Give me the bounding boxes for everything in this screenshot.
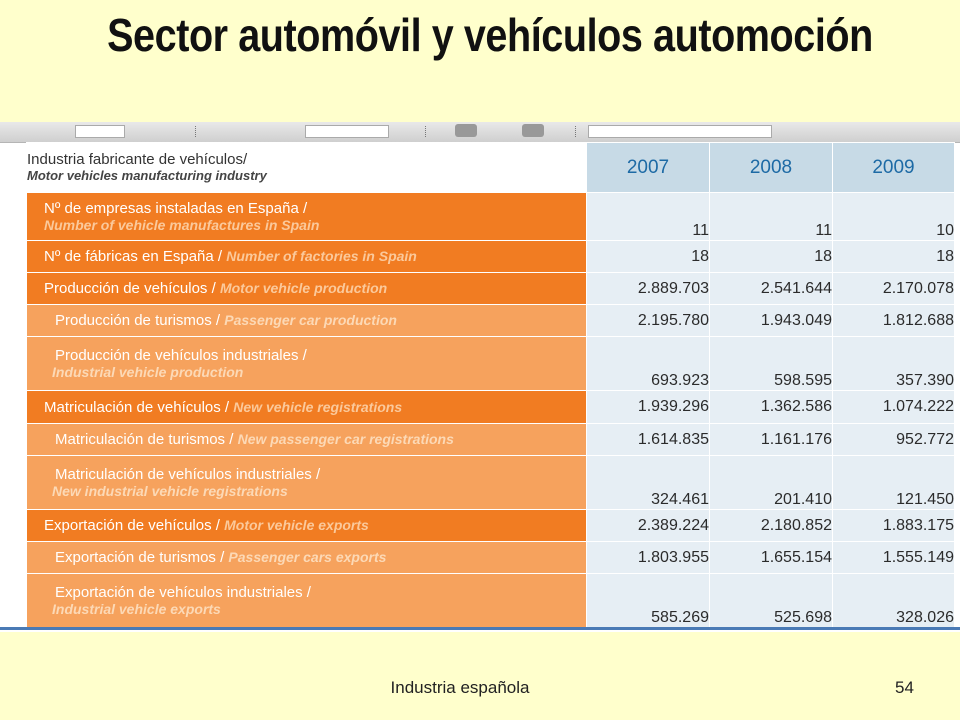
table-row bbox=[27, 241, 955, 273]
row-label bbox=[27, 337, 587, 391]
value-cell: 2.541.644 bbox=[710, 273, 833, 305]
table-row bbox=[27, 510, 955, 542]
value-cell: 18 bbox=[587, 241, 710, 273]
value-cell: 201.410 bbox=[710, 456, 833, 510]
row-label-es: Matriculación de vehículos industriales / bbox=[55, 465, 321, 483]
value-cell: 2.389.224 bbox=[587, 510, 710, 542]
row-label bbox=[27, 574, 587, 628]
toolbar-separator bbox=[575, 126, 578, 137]
value-cell: 11 bbox=[710, 193, 833, 241]
value-cell: 585.269 bbox=[587, 574, 710, 628]
table-row bbox=[27, 456, 955, 510]
row-label bbox=[27, 510, 587, 542]
row-label-en: Number of vehicle manufactures in Spain bbox=[44, 216, 320, 233]
value-cell: 324.461 bbox=[587, 456, 710, 510]
table-header-label bbox=[27, 143, 587, 193]
row-label bbox=[27, 424, 587, 456]
row-label bbox=[27, 391, 587, 424]
row-label bbox=[27, 241, 587, 273]
table-header-row bbox=[27, 143, 955, 193]
value-cell: 18 bbox=[833, 241, 955, 273]
value-cell: 1.812.688 bbox=[833, 305, 955, 337]
bottom-border-line bbox=[0, 627, 960, 630]
toolbar-strip bbox=[0, 122, 960, 143]
year-header: 2008 bbox=[710, 143, 833, 193]
value-cell: 1.655.154 bbox=[710, 542, 833, 574]
footer-title: Industria española bbox=[390, 678, 530, 697]
year-header: 2007 bbox=[587, 143, 710, 193]
row-label bbox=[27, 305, 587, 337]
table-row bbox=[27, 391, 955, 424]
value-cell: 2.195.780 bbox=[587, 305, 710, 337]
table-row bbox=[27, 305, 955, 337]
row-label-es: Producción de vehículos / bbox=[44, 280, 216, 297]
row-label bbox=[27, 193, 587, 241]
value-cell: 1.943.049 bbox=[710, 305, 833, 337]
vehicle-industry-table bbox=[26, 142, 955, 628]
table-screenshot bbox=[0, 122, 960, 632]
year-header: 2009 bbox=[833, 143, 955, 193]
table-row bbox=[27, 273, 955, 305]
table-row bbox=[27, 337, 955, 391]
row-label-en: Motor vehicle production bbox=[219, 280, 388, 296]
row-label-es: Exportación de vehículos industriales / bbox=[55, 583, 311, 601]
value-cell: 693.923 bbox=[587, 337, 710, 391]
value-cell: 1.161.176 bbox=[710, 424, 833, 456]
row-label-en: Motor vehicle exports bbox=[224, 517, 369, 533]
value-cell: 952.772 bbox=[833, 424, 955, 456]
value-cell: 18 bbox=[710, 241, 833, 273]
toolbar-button bbox=[455, 124, 477, 137]
row-label-en: Industrial vehicle exports bbox=[52, 600, 221, 617]
row-label-en: New industrial vehicle registrations bbox=[52, 482, 288, 499]
row-label-es: Producción de turismos / bbox=[55, 312, 221, 329]
page-number: 54 bbox=[895, 678, 914, 697]
value-cell: 328.026 bbox=[833, 574, 955, 628]
value-cell: 2.889.703 bbox=[587, 273, 710, 305]
value-cell: 1.074.222 bbox=[833, 391, 955, 424]
table-row bbox=[27, 542, 955, 574]
row-label-en: Industrial vehicle production bbox=[52, 363, 244, 380]
slide-title: Sector automóvil y vehículos automoción bbox=[107, 9, 873, 61]
table-row bbox=[27, 193, 955, 241]
value-cell: 357.390 bbox=[833, 337, 955, 391]
row-label bbox=[27, 542, 587, 574]
value-cell: 121.450 bbox=[833, 456, 955, 510]
value-cell: 2.180.852 bbox=[710, 510, 833, 542]
table-row bbox=[27, 574, 955, 628]
row-label-es: Producción de vehículos industriales / bbox=[55, 346, 307, 364]
value-cell: 1.362.586 bbox=[710, 391, 833, 424]
value-cell: 525.698 bbox=[710, 574, 833, 628]
row-label-en: Number of factories in Spain bbox=[226, 248, 417, 264]
row-label bbox=[27, 456, 587, 510]
toolbar-field bbox=[588, 125, 772, 138]
value-cell: 10 bbox=[833, 193, 955, 241]
value-cell: 11 bbox=[587, 193, 710, 241]
value-cell: 1.803.955 bbox=[587, 542, 710, 574]
table-row bbox=[27, 424, 955, 456]
value-cell: 2.170.078 bbox=[833, 273, 955, 305]
header-label-es: Industria fabricante de vehículos/ bbox=[27, 150, 248, 168]
row-label bbox=[27, 273, 587, 305]
toolbar-field bbox=[75, 125, 125, 138]
row-label-es: Matriculación de turismos / bbox=[55, 431, 234, 448]
toolbar-field bbox=[305, 125, 389, 138]
value-cell: 1.883.175 bbox=[833, 510, 955, 542]
row-label-es: Matriculación de vehículos / bbox=[44, 398, 230, 416]
value-cell: 598.595 bbox=[710, 337, 833, 391]
row-label-en: Passenger car production bbox=[224, 312, 397, 328]
row-label-en: New passenger car registrations bbox=[237, 431, 454, 447]
toolbar-separator bbox=[195, 126, 198, 137]
row-label-es: Nº de empresas instaladas en España / bbox=[44, 199, 308, 217]
row-label-en: New vehicle registrations bbox=[233, 398, 403, 415]
header-label-en: Motor vehicles manufacturing industry bbox=[27, 167, 267, 183]
row-label-en: Passenger cars exports bbox=[228, 549, 387, 565]
row-label-es: Nº de fábricas en España / bbox=[44, 248, 223, 265]
value-cell: 1.939.296 bbox=[587, 391, 710, 424]
row-label-es: Exportación de vehículos / bbox=[44, 517, 220, 534]
value-cell: 1.614.835 bbox=[587, 424, 710, 456]
row-label-es: Exportación de turismos / bbox=[55, 549, 225, 566]
toolbar-separator bbox=[425, 126, 428, 137]
toolbar-button bbox=[522, 124, 544, 137]
value-cell: 1.555.149 bbox=[833, 542, 955, 574]
